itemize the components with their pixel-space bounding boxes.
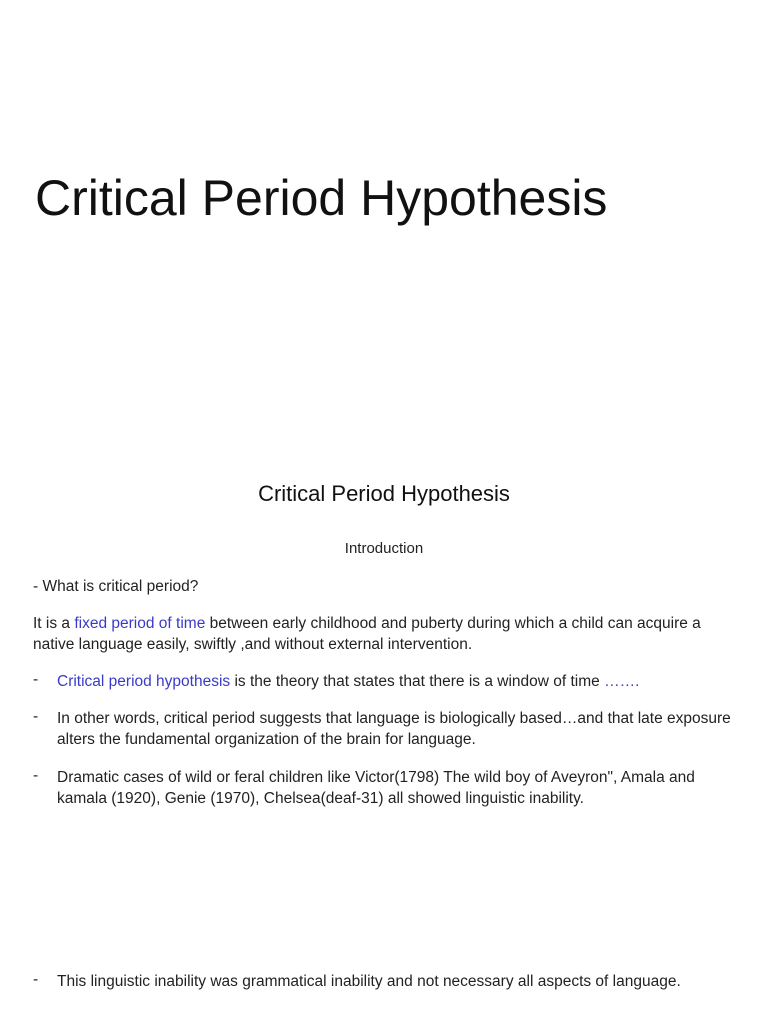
definition-paragraph bbox=[33, 613, 733, 655]
bullet-text: In other words, critical period suggests that language is biologically based…and that late exposure alters the fundamental organization of the brain for language. bbox=[57, 710, 731, 748]
bullet-text bbox=[57, 671, 743, 692]
page-title: Critical Period Hypothesis bbox=[35, 170, 608, 226]
bullet-text: This linguistic inability was grammatical inability and not necessary all aspects of language. bbox=[57, 973, 681, 990]
bullet-item-4 bbox=[33, 971, 743, 992]
bullet-item-1 bbox=[33, 671, 743, 692]
bullet-dash: - bbox=[33, 671, 39, 688]
ellipsis-link[interactable]: ……. bbox=[604, 673, 640, 690]
bullet-dash: - bbox=[33, 971, 39, 988]
bullet-item-2 bbox=[33, 708, 743, 750]
bullet-item-3 bbox=[33, 767, 743, 809]
bullet-text-body: is the theory that states that there is a window of time bbox=[230, 673, 605, 690]
section-title: Critical Period Hypothesis bbox=[258, 481, 510, 506]
bullet-text: Dramatic cases of wild or feral children like Victor(1798) The wild boy of Aveyron", Amala and kamala (1920), Genie (1970), Chelsea(deaf-31) all showed linguistic inability. bbox=[57, 769, 695, 807]
bullet-dash: - bbox=[33, 708, 39, 725]
critical-period-hypothesis-link[interactable]: Critical period hypothesis bbox=[57, 673, 231, 690]
definition-suffix: between early childhood and puberty during which a child can acquire a native language easily, swiftly ,and without external intervention. bbox=[33, 615, 701, 653]
bullet-dash: - bbox=[33, 767, 39, 784]
fixed-period-link[interactable]: fixed period of time bbox=[74, 615, 206, 632]
definition-prefix: It is a bbox=[33, 615, 75, 632]
section-label: Introduction bbox=[344, 540, 424, 557]
question-text: - What is critical period? bbox=[33, 578, 199, 595]
